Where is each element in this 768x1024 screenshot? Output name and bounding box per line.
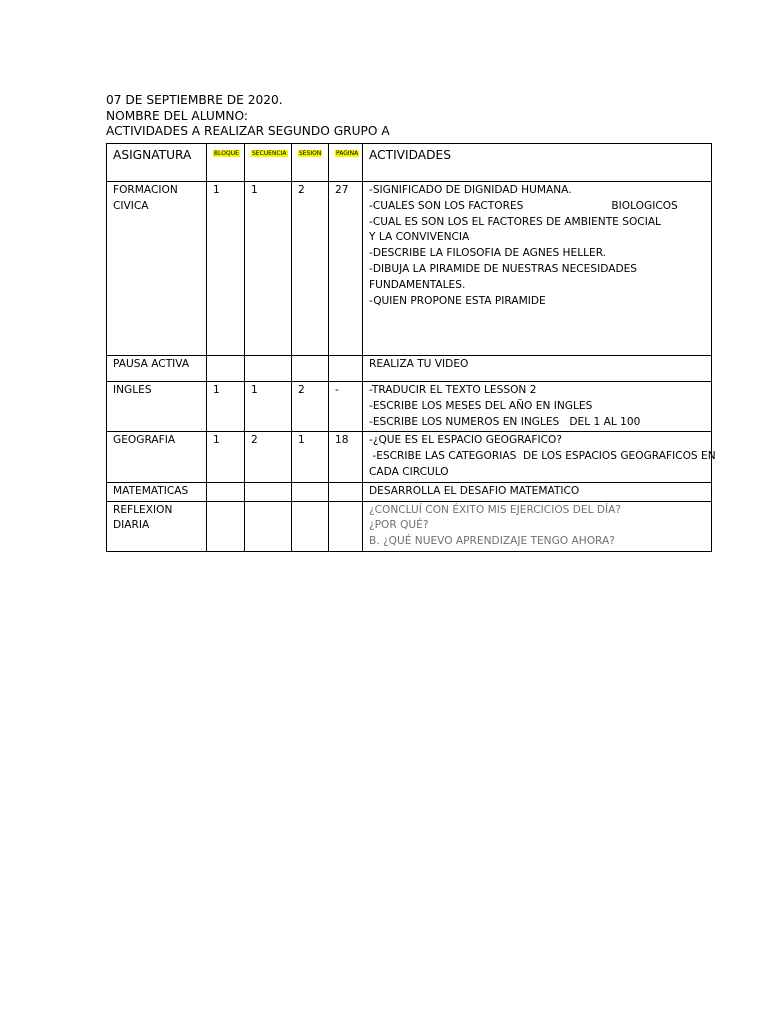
col-header-subject: ASIGNATURA — [107, 144, 207, 182]
table-header-row — [107, 144, 712, 182]
table-row — [107, 356, 712, 382]
block-cell — [207, 356, 245, 382]
activities-title: ACTIVIDADES A REALIZAR SEGUNDO GRUPO A — [106, 124, 390, 138]
subject-cell: FORMACION CIVICA — [107, 182, 207, 356]
activities-cell: -¿QUE ES EL ESPACIO GEOGRAFICO? -ESCRIBE LAS CATEGORIAS DE LOS ESPACIOS GEOGRAFICOS EN CADA CIRCULO — [363, 432, 712, 482]
sequence-cell: 2 — [245, 432, 292, 482]
table-row — [107, 482, 712, 501]
session-cell — [292, 501, 329, 551]
block-cell: 1 — [207, 382, 245, 432]
page-cell — [329, 501, 363, 551]
page-cell: - — [329, 382, 363, 432]
activities-cell: -TRADUCIR EL TEXTO LESSON 2 -ESCRIBE LOS MESES DEL AÑO EN INGLES -ESCRIBE LOS NUMEROS EN INGLES DEL 1 AL 100 — [363, 382, 712, 432]
block-cell — [207, 482, 245, 501]
activities-cell: DESARROLLA EL DESAFIO MATEMATICO — [363, 482, 712, 501]
col-header-block-label: BLOQUE — [214, 150, 239, 157]
activities-cell: REALIZA TU VIDEO — [363, 356, 712, 382]
document-header — [106, 93, 390, 140]
sequence-cell — [245, 501, 292, 551]
activities-cell: ¿CONCLUÍ CON ÉXITO MIS EJERCICIOS DEL DÍA? ¿POR QUÉ? B. ¿QUÉ NUEVO APRENDIZAJE TENGO AHORA? — [363, 501, 712, 551]
activities-cell: -SIGNIFICADO DE DIGNIDAD HUMANA. -CUALES SON LOS FACTORES BIOLOGICOS -CUAL ES SON LOS EL FACTORES DE AMBIENTE SOCIAL Y LA CONVIVENCIA -DESCRIBE LA FILOSOFIA DE AGNES HELLER. -DIBUJA LA PIRAMIDE DE NUESTRAS NECESIDADES FUNDAMENTALES. -QUIEN PROPONE ESTA PIRAMIDE — [363, 182, 712, 356]
session-cell — [292, 356, 329, 382]
session-cell: 2 — [292, 182, 329, 356]
col-header-page — [329, 144, 363, 182]
col-header-session — [292, 144, 329, 182]
sequence-cell — [245, 482, 292, 501]
student-name-line: NOMBRE DEL ALUMNO: — [106, 108, 248, 123]
page-cell: 18 — [329, 432, 363, 482]
session-cell: 2 — [292, 382, 329, 432]
col-header-activities: ACTIVIDADES — [363, 144, 712, 182]
subject-cell: INGLES — [107, 382, 207, 432]
subject-cell: MATEMATICAS — [107, 482, 207, 501]
table-row — [107, 182, 712, 356]
col-header-sequence — [245, 144, 292, 182]
col-header-page-label: PAGINA — [336, 150, 359, 157]
page-cell — [329, 356, 363, 382]
col-header-sequence-label: SECUENCIA — [252, 150, 287, 157]
col-header-block — [207, 144, 245, 182]
session-cell — [292, 482, 329, 501]
col-header-session-label: SESION — [299, 150, 322, 157]
date-line: 07 DE SEPTIEMBRE DE 2020. — [106, 93, 283, 107]
session-cell: 1 — [292, 432, 329, 482]
table-row — [107, 382, 712, 432]
sequence-cell: 1 — [245, 182, 292, 356]
block-cell: 1 — [207, 432, 245, 482]
page-cell: 27 — [329, 182, 363, 356]
subject-cell: PAUSA ACTIVA — [107, 356, 207, 382]
subject-cell: REFLEXION DIARIA — [107, 501, 207, 551]
schedule-table — [106, 143, 716, 552]
table-row — [107, 501, 712, 551]
block-cell — [207, 501, 245, 551]
sequence-cell: 1 — [245, 382, 292, 432]
page-cell — [329, 482, 363, 501]
table-row — [107, 432, 712, 482]
sequence-cell — [245, 356, 292, 382]
block-cell: 1 — [207, 182, 245, 356]
subject-cell: GEOGRAFIA — [107, 432, 207, 482]
